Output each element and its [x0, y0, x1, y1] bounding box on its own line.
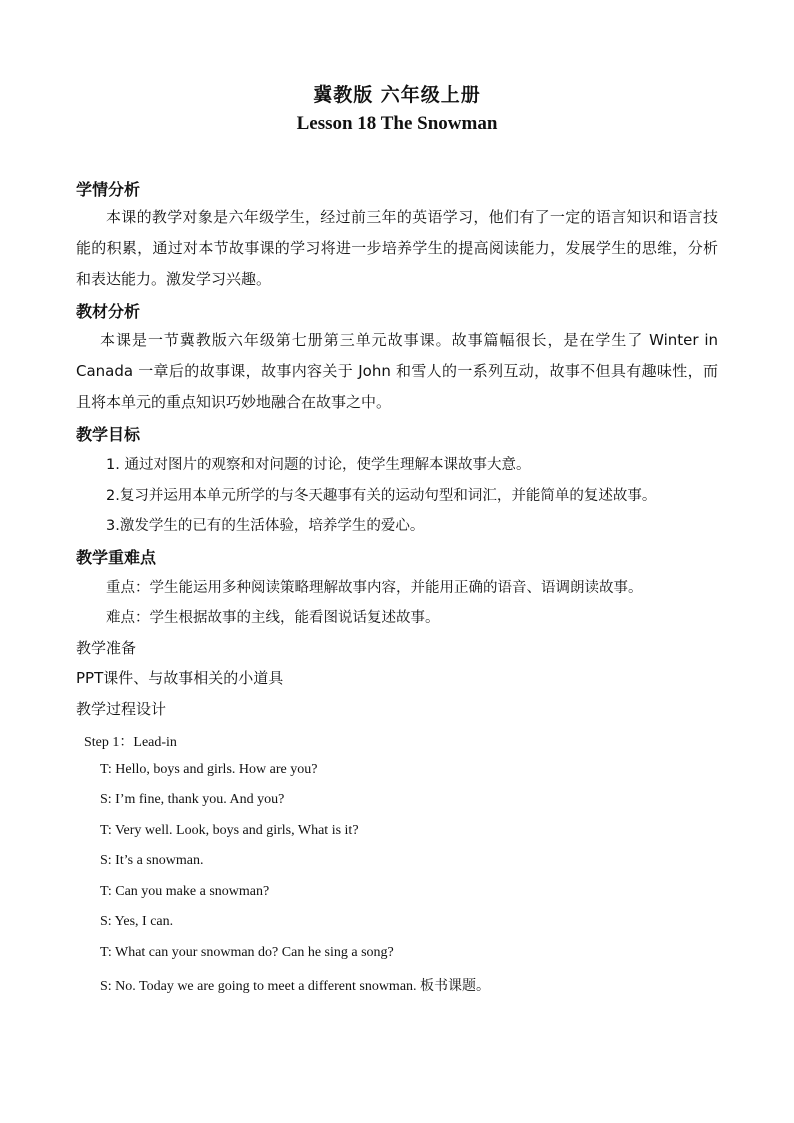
document-title: 冀教版 六年级上册	[313, 84, 481, 106]
heading-student-analysis: 学情分析	[76, 180, 141, 199]
dialogue-line: S: Yes, I can.	[100, 914, 174, 929]
heading-objectives: 教学目标	[76, 425, 141, 444]
paragraph-material-analysis: 本课是一节冀教版六年级第七册第三单元故事课。故事篇幅很长，是在学生了 Winter in Canada 一章后的故事课，故事内容关于 John 和雪人的一系列互动，故事不但具有趣味性，而且将本单元的重点知识巧妙地融合在故事之中。	[76, 331, 718, 411]
dialogue-line: S: I’m fine, thank you. And you?	[100, 792, 285, 807]
objective-item: 2.复习并运用本单元所学的与冬天趣事有关的运动句型和词汇，并能简单的复述故事。	[106, 488, 657, 504]
dialogue-line: S: It’s a snowman.	[100, 853, 204, 868]
preparation-text: PPT课件、与故事相关的小道具	[76, 669, 284, 687]
dialogue-line-last	[100, 975, 490, 995]
step-label: Step 1：Lead-in	[84, 735, 177, 750]
heading-process: 教学过程设计	[76, 700, 167, 718]
dialogue-line: T: Hello, boys and girls. How are you?	[100, 762, 318, 777]
objective-item: 3.激发学生的已有的生活体验，培养学生的爱心。	[106, 518, 425, 534]
dialogue-text: S: No. Today we are going to meet a different snowman.	[100, 979, 417, 994]
key-point-focus: 重点：学生能运用多种阅读策略理解故事内容，并能用正确的语音、语调朗读故事。	[106, 580, 643, 596]
dialogue-line: T: What can your snowman do? Can he sing a song?	[100, 945, 394, 960]
document-subtitle: Lesson 18 The Snowman	[296, 113, 498, 134]
paragraph-student-analysis: 本课的教学对象是六年级学生，经过前三年的英语学习，他们有了一定的语言知识和语言技能的积累，通过对本节故事课的学习将进一步培养学生的提高阅读能力，发展学生的思维，分析和表达能力。激发学习兴趣。	[76, 208, 718, 288]
objective-item: 1. 通过对图片的观察和对问题的讨论，使学生理解本课故事大意。	[106, 457, 531, 473]
heading-material-analysis: 教材分析	[76, 302, 141, 321]
heading-preparation: 教学准备	[76, 639, 137, 657]
dialogue-note: 板书课题。	[420, 978, 491, 994]
key-point-difficulty: 难点：学生根据故事的主线，能看图说话复述故事。	[106, 610, 440, 626]
dialogue-line: T: Can you make a snowman?	[100, 884, 270, 899]
heading-key-points: 教学重难点	[76, 548, 157, 567]
dialogue-line: T: Very well. Look, boys and girls, What is it?	[100, 823, 359, 838]
